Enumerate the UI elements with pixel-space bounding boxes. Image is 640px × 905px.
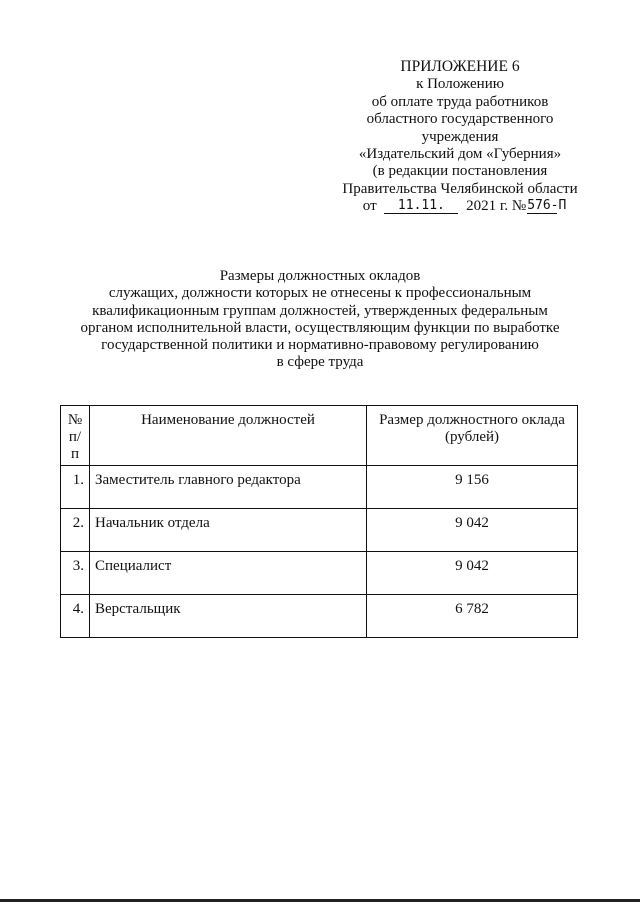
row-number: 1. xyxy=(61,466,90,509)
title-line: служащих, должности которых не отнесены к профессиональным xyxy=(108,285,532,302)
row-number: 2. xyxy=(61,509,90,552)
date-prefix: от xyxy=(362,198,377,215)
scan-bottom-edge xyxy=(0,899,640,902)
row-position-name: Начальник отдела xyxy=(90,509,367,552)
resolution-date-line xyxy=(322,198,598,215)
header-salary xyxy=(367,406,578,466)
appendix-line: учреждения xyxy=(421,128,499,145)
row-position-name: Специалист xyxy=(90,552,367,595)
appendix-line: Правительства Челябинской области xyxy=(342,180,578,197)
header-salary-line: (рублей) xyxy=(444,429,500,445)
document-title xyxy=(40,268,600,372)
appendix-line: к Положению xyxy=(416,76,504,93)
row-salary: 9 042 xyxy=(367,552,578,595)
header-position-name: Наименование должностей xyxy=(90,406,367,466)
row-position-name: Заместитель главного редактора xyxy=(90,466,367,509)
title-line: квалификационным группам должностей, утвержденных федеральным xyxy=(92,302,548,319)
header-number-line: № xyxy=(67,412,83,428)
header-salary-line: Размер должностного оклада xyxy=(379,412,565,428)
appendix-header xyxy=(322,58,598,216)
appendix-line: (в редакции постановления xyxy=(372,163,548,180)
handwritten-number: 576-П xyxy=(527,198,567,214)
appendix-line: «Издательский дом «Губерния» xyxy=(358,146,562,163)
appendix-heading: ПРИЛОЖЕНИЕ 6 xyxy=(400,58,520,75)
title-line: в сфере труда xyxy=(276,354,364,371)
header-number xyxy=(61,406,90,466)
handwritten-date: 11.11. xyxy=(384,199,458,214)
title-line: Размеры должностных окладов xyxy=(219,268,421,284)
table-row xyxy=(61,509,578,552)
title-line: государственной политики и нормативно-правовому регулированию xyxy=(101,337,539,354)
row-salary: 9 042 xyxy=(367,509,578,552)
table-row xyxy=(61,466,578,509)
table-row xyxy=(61,595,578,638)
row-number: 3. xyxy=(61,552,90,595)
table-header-row xyxy=(61,406,578,466)
row-salary: 9 156 xyxy=(367,466,578,509)
header-number-line: п/п xyxy=(68,429,82,462)
appendix-line: областного государственного xyxy=(366,111,554,128)
title-line: органом исполнительной власти, осуществляющим функции по выработке xyxy=(80,319,560,336)
salary-table xyxy=(60,405,578,638)
row-salary: 6 782 xyxy=(367,595,578,638)
row-position-name: Верстальщик xyxy=(90,595,367,638)
year-text: 2021 г. xyxy=(466,198,509,215)
table-row xyxy=(61,552,578,595)
row-number: 4. xyxy=(61,595,90,638)
appendix-line: об оплате труда работников xyxy=(371,93,549,110)
number-sign: № xyxy=(511,198,527,215)
